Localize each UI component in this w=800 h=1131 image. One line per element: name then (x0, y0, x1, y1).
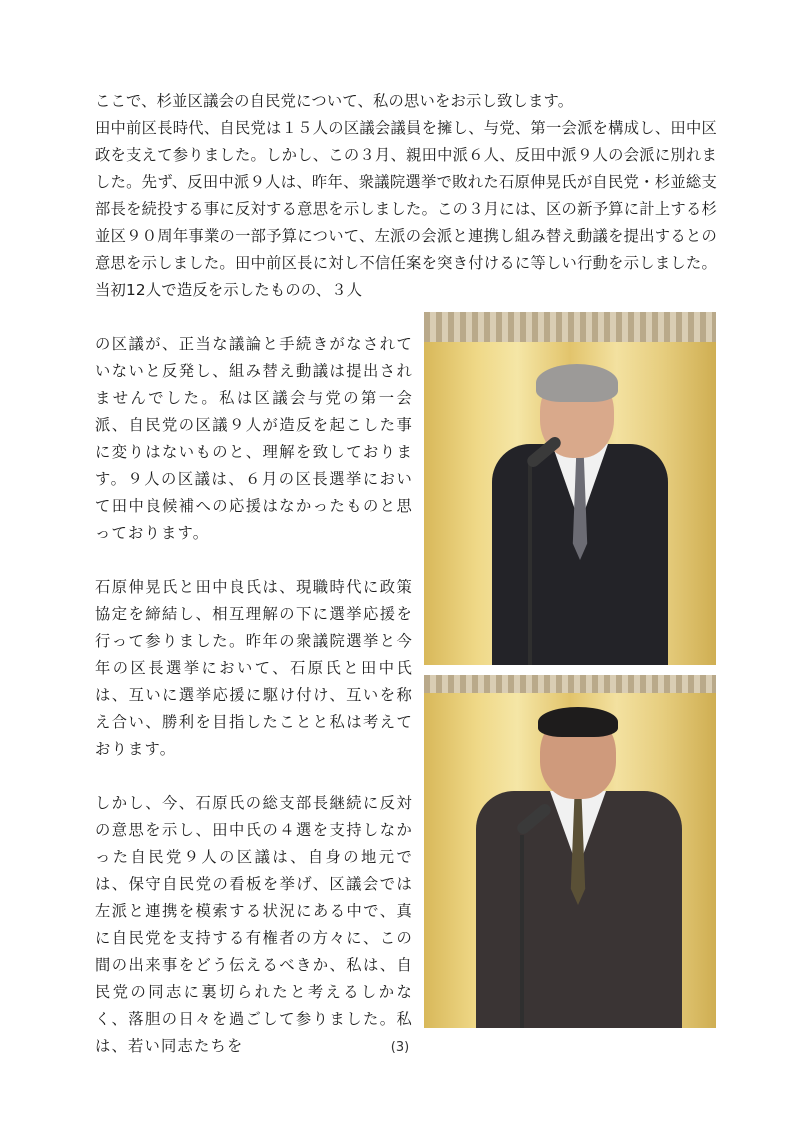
column-paragraph-2: 石原伸晃氏と田中良氏は、現職時代に政策協定を締結し、相互理解の下に選挙応援を行って参りました。昨年の衆議院選挙と今年の区長選挙において、石原氏と田中氏は、互いに選挙応援に駆け付け、互いを称え合い、勝利を目指したことと私は考えております。 (95, 578, 413, 758)
column-text (95, 331, 413, 1060)
intro-paragraph-1: ここで、杉並区議会の自民党について、私の思いをお示し致します。 (95, 92, 574, 110)
page-number: (3) (390, 1040, 410, 1055)
speaker-photo-2 (424, 675, 716, 1028)
column-paragraph-1: の区議が、正当な議論と手続きがなされていないと反発し、組み替え動議は提出されませんでした。私は区議会与党の第一会派、自民党の区議９人が造反を起こした事に変りはないものと、理解を致しております。９人の区議は、６月の区長選挙において田中良候補への応援はなかったものと思っております。 (95, 335, 413, 542)
column-paragraph-3: しかし、今、石原氏の総支部長継続に反対の意思を示し、田中氏の４選を支持しなかった自民党９人の区議は、自身の地元では、保守自民党の看板を挙げ、区議会では左派と連携を模索する状況にある中で、真に自民党を支持する有権者の方々に、この間の出来事をどう伝えるべきか、私は、自民党の同志に裏切られたと考えるしかなく、落胆の日々を過ごして参りました。私は、若い同志たちを (95, 794, 413, 1055)
speaker-hair (538, 707, 618, 737)
ceiling-decoration (424, 312, 716, 342)
speaker-figure-2 (474, 705, 686, 1028)
ceiling-decoration (424, 675, 716, 693)
intro-text (95, 88, 717, 304)
intro-paragraph-2: 田中前区長時代、自民党は１５人の区議会議員を擁し、与党、第一会派を構成し、田中区政を支えて参りました。しかし、この３月、親田中派６人、反田中派９人の会派に別れました。先ず、反田中派９人は、昨年、衆議院選挙で敗れた石原伸晃氏が自民党・杉並総支部長を続投する事に反対する意思を示しました。この３月には、区の新予算に計上する杉並区９０周年事業の一部予算について、左派の会派と連携し組み替え動議を提出するとの意思を示しました。田中前区長に対し不信任案を突き付けるに等しい行動を示しました。当初12人で造反を示したものの、３人 (95, 119, 717, 299)
mic-stand (528, 460, 532, 665)
speaker-hair (536, 364, 618, 402)
speaker-figure-1 (484, 352, 684, 665)
mic-stand (520, 835, 524, 1028)
speaker-photo-1 (424, 312, 716, 665)
